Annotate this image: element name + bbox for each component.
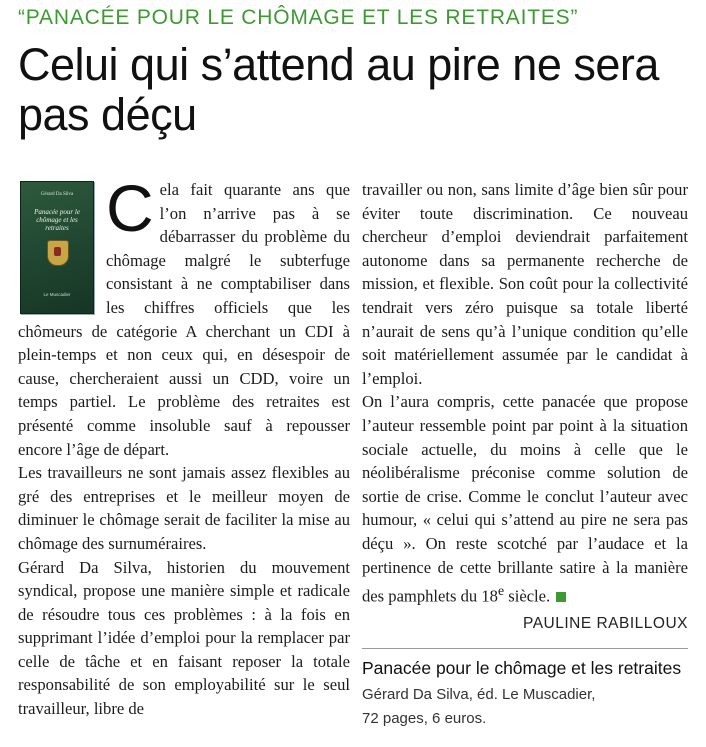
article-column-right (362, 178, 688, 608)
book-cover-title: Panacée pour le chômage et les retraites (34, 208, 80, 232)
end-mark-square-icon (556, 592, 566, 602)
paragraph-ending: siècle. (504, 586, 551, 606)
author-byline: PAULINE RABILLOUX (523, 615, 688, 632)
superscript: e (497, 583, 505, 599)
book-cover-emblem-icon (47, 240, 69, 266)
book-cover-image (20, 181, 94, 314)
paragraph-text: On l’aura compris, cette panacée que propose l’auteur ressemble point par point à la situation sociale actuelle, du moins à celle que le néolibéralisme préconise comme solution de sortie de crise. Comme le conclut l’auteur avec humour, « celui qui s’attend au pire ne sera pas déçu ». On reste scotché par l’audace et la pertinence de cette brillante satire à la manière des pamphlets du 18 (362, 392, 688, 606)
article-column-left (18, 171, 350, 721)
paragraph-text: ela fait quarante ans que l’on n’arrive pas à se débarrasser du problème du chômage malgré le subterfuge consistant à ne comptabiliser dans les chiffres officiels que les chômeurs de catégorie A cherchant un CDI à plein-temps et non ceux qui, en désespoir de cause, chercheraient aussi un CDD, voire un temps partiel. Le problème des retraites est présenté comme insoluble sauf à repousser encore l’âge de départ. (18, 180, 350, 459)
paragraph: Gérard Da Silva, historien du mouvement syndical, propose une manière simple et radicale de résoudre tous ces problèmes : à la fois en supprimant l’idée d’emploi pour la remplacer par celle de tâche et en faisant reposer la totale responsabilité de son employabilité sur le seul travailleur, libre de (18, 557, 350, 719)
drop-cap: C (106, 171, 154, 245)
book-info-title: Panacée pour le chômage et les retraites (362, 658, 682, 678)
paragraph: travailler ou non, sans limite d’âge bien sûr pour éviter toute discrimination. Ce nouveau chercheur d’emploi deviendrait parfaitement autonome dans sa permanente recherche de mission, et flexible. Son coût pour la collectivité tendrait vers zéro puisque sa totale liberté n’aurait de sens qu’à l’unique condition qu’elle soit matériellement assumée par le candidat à l’emploi. (362, 180, 688, 388)
article-headline: Celui qui s’attend au pire ne sera pas déçu (18, 39, 659, 140)
book-cover-author: Gérard Da Silva (40, 192, 74, 197)
divider (362, 648, 688, 649)
paragraph (362, 390, 688, 608)
article-kicker: “PANACÉE POUR LE CHÔMAGE ET LES RETRAITES” (18, 6, 579, 29)
paragraph: Les travailleurs ne sont jamais assez flexibles au gré des entreprises et le meilleur moyen de diminuer le chômage serait de faciliter la mise au chômage des surnuméraires. (18, 463, 350, 553)
book-cover-publisher: Le Muscadier (43, 292, 71, 298)
book-info-publisher: Gérard Da Silva, éd. Le Muscadier, (362, 686, 596, 703)
book-info-details: 72 pages, 6 euros. (362, 710, 487, 727)
